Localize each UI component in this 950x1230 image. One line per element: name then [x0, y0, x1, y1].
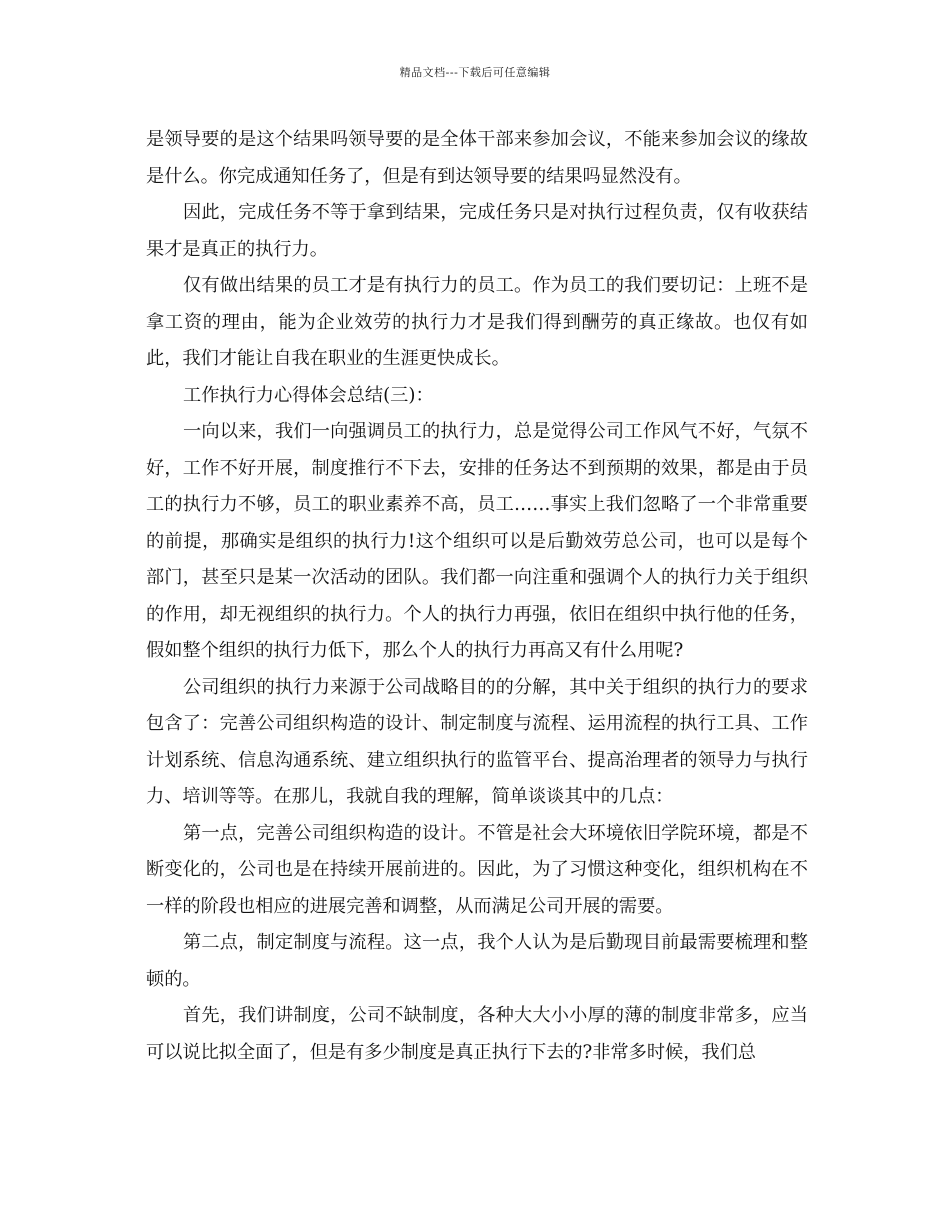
paragraph-5: 一向以来，我们一向强调员工的执行力，总是觉得公司工作风气不好，气氛不好，工作不好开展，制度推行不下去，安排的任务达不到预期的效果，都是由于员工的执行力不够，员工的职业素养不高，员工……事实上我们忽略了一个非常重要的前提，那确实是组织的执行力!这个组织可以是后勤效劳总公司，也可以是每个部门，甚至只是某一次活动的团队。我们都一向注重和强调个人的执行力关于组织的作用，却无视组织的执行力。个人的执行力再强，依旧在组织中执行他的任务，假如整个组织的执行力低下，那么个人的执行力再高又有什么用呢?: [146, 421, 808, 661]
document-body: [146, 122, 808, 1071]
page-header: 精品文档---下载后可任意编辑: [399, 66, 551, 79]
paragraph-9: 首先，我们讲制度，公司不缺制度，各种大大小小厚的薄的制度非常多，应当可以说比拟全面了，但是有多少制度是真正执行下去的?非常多时候，我们总: [146, 1005, 808, 1063]
paragraph-1: 是领导要的是这个结果吗领导要的是全体干部来参加会议，不能来参加会议的缘故是什么。你完成通知任务了，但是有到达领导要的结果吗显然没有。: [146, 129, 808, 187]
section-heading: 工作执行力心得体会总结(三)：: [183, 384, 434, 406]
paragraph-6: 公司组织的执行力来源于公司战略目的的分解，其中关于组织的执行力的要求包含了：完善公司组织构造的设计、制定制度与流程、运用流程的执行工具、工作计划系统、信息沟通系统、建立组织执行的监管平台、提高治理者的领导力与执行力、培训等等。在那儿，我就自我的理解，简单谈谈其中的几点：: [146, 676, 808, 807]
paragraph-8: 第二点，制定制度与流程。这一点，我个人认为是后勤现目前最需要梳理和整顿的。: [146, 932, 808, 990]
paragraph-7: 第一点，完善公司组织构造的设计。不管是社会大环境依旧学院环境，都是不断变化的，公司也是在持续开展前进的。因此，为了习惯这种变化，组织机构在不一样的阶段也相应的进展完善和调整，从而满足公司开展的需要。: [146, 822, 808, 917]
paragraph-3: 仅有做出结果的员工才是有执行力的员工。作为员工的我们要切记：上班不是拿工资的理由，能为企业效劳的执行力才是我们得到酬劳的真正缘故。也仅有如此，我们才能让自我在职业的生涯更快成长。: [146, 275, 808, 369]
paragraph-2: 因此，完成任务不等于拿到结果，完成任务只是对执行过程负责，仅有收获结果才是真正的执行力。: [146, 202, 808, 260]
